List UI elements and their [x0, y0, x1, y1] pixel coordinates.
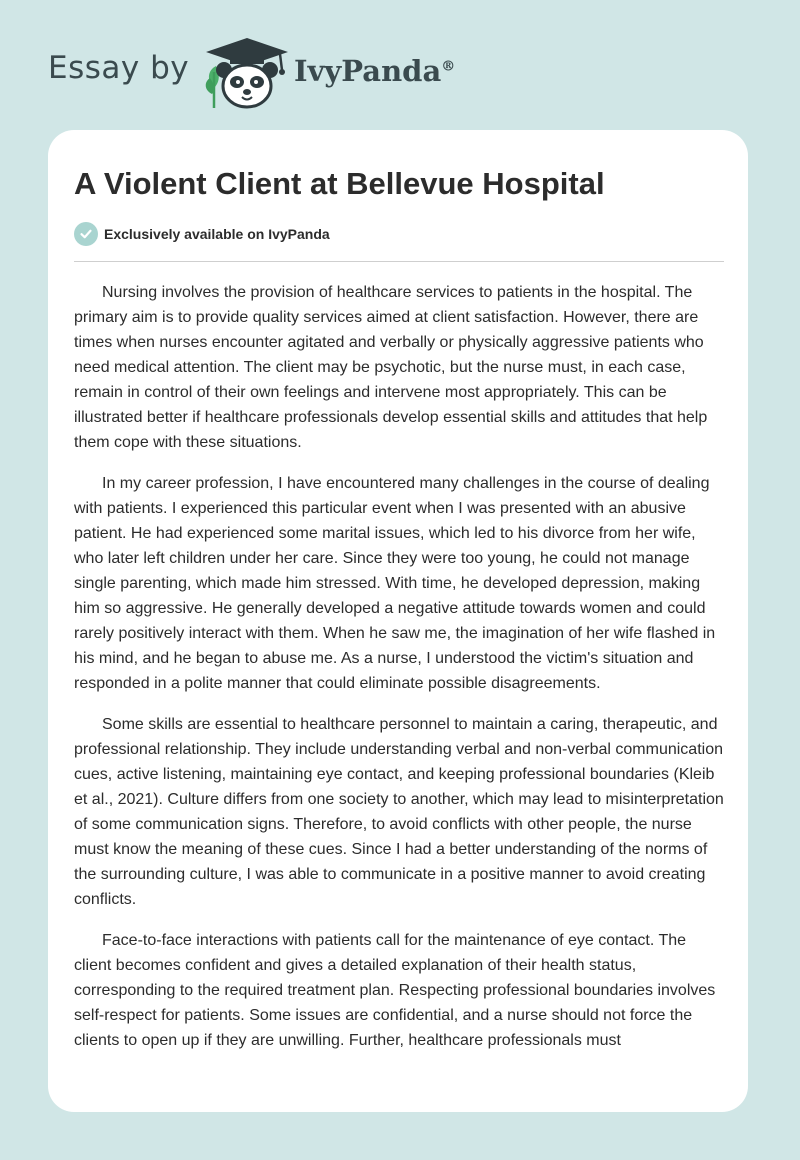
brand-prefix: Essay by — [48, 50, 190, 86]
paragraph: Nursing involves the provision of healthcare services to patients in the hospital. The primary aim is to provide quality services aimed at client satisfaction. However, there are times when nurses encounter agitated and verbally or physically aggressive patients who need medical attention. The client may be psychotic, but the nurse must, in each case, remain in control of their own feelings and intervene most appropriately. This can be illustrated better if healthcare professionals develop essential skills and attitudes that help them cope with these situations. — [74, 284, 708, 451]
essay-body — [74, 280, 726, 1069]
checkmark-icon — [74, 222, 98, 246]
paragraph: In my career profession, I have encountered many challenges in the course of dealing with patients. I experienced this particular event when I was presented with an abusive patient. He had experienced some marital issues, which led to his divorce from her wife, who later left children under her care. Since they were too young, he could not manage single parenting, which made him stressed. With time, he developed depression, making him so aggressive. He generally developed a negative attitude towards women and could rarely positively interact with them. When he saw me, the imagination of her wife flashed in his mind, and he began to abuse me. As a nurse, I understood the victim's situation and responded in a polite manner that could eliminate possible disagreements. — [74, 475, 716, 692]
page-title: A Violent Client at Bellevue Hospital — [74, 166, 605, 201]
registered-mark: ® — [441, 58, 456, 75]
essay-card — [48, 130, 748, 1112]
divider — [74, 261, 724, 262]
paragraph: Some skills are essential to healthcare personnel to maintain a caring, therapeutic, and professional relationship. They include understanding verbal and non-verbal communication cues, active listening, maintaining eye contact, and keeping professional boundaries (Kleib et al., 2021). Culture differs from one society to another, which may lead to misinterpretation of some communication signs. Therefore, to avoid conflicts with other people, the nurse must know the meaning of these cues. Since I had a better understanding of the norms of the surrounding culture, I was able to communicate in a positive manner to avoid creating conflicts. — [74, 716, 724, 908]
brand-name — [294, 54, 455, 88]
exclusive-badge-label: Exclusively available on IvyPanda — [104, 226, 330, 242]
paragraph: Face-to-face interactions with patients call for the maintenance of eye contact. The client becomes confident and gives a detailed explanation of their health status, corresponding to the required treatment plan. Respecting professional boundaries involves self-respect for patients. Some issues are confidential, and a nurse should not force the clients to open up if they are unwilling. Further, healthcare professionals must — [74, 932, 716, 1049]
brand-name-text: IvyPanda — [294, 54, 442, 88]
exclusive-badge — [74, 222, 330, 246]
site-header — [0, 0, 800, 130]
panda-logo-icon[interactable] — [202, 36, 292, 110]
